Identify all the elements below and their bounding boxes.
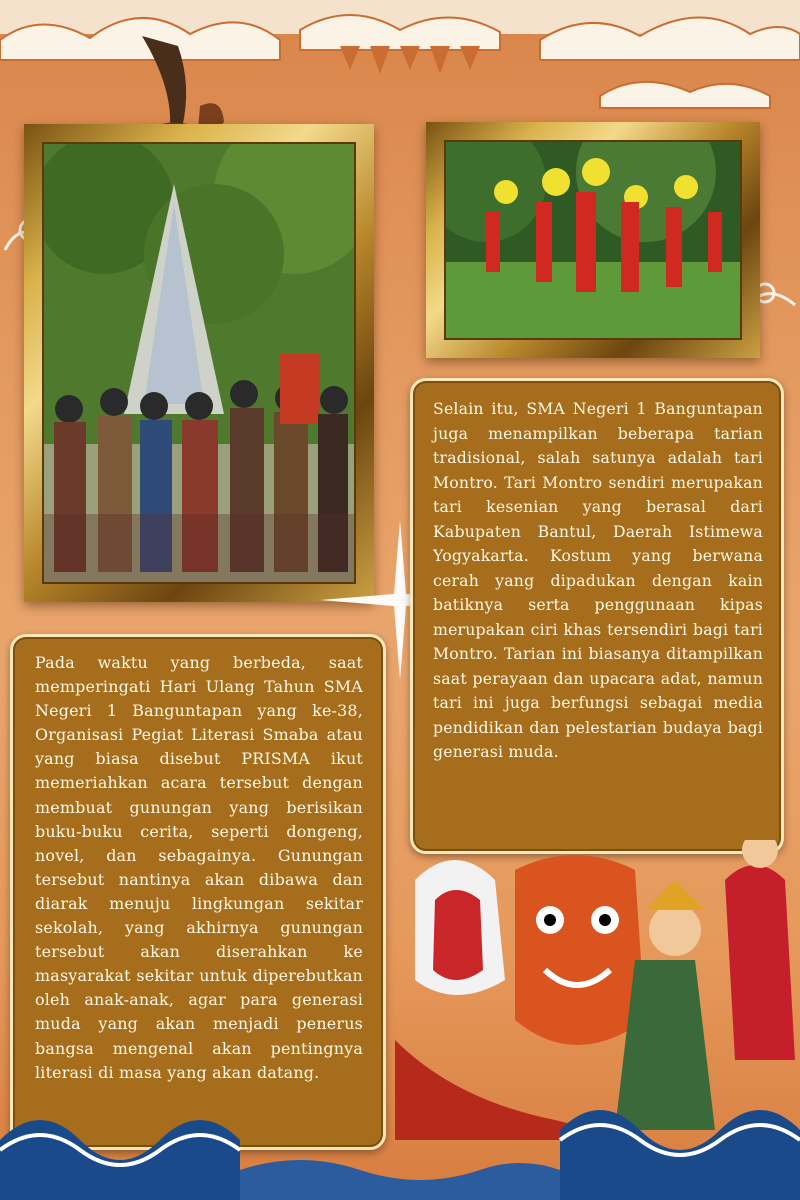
prisma-text-panel (10, 634, 386, 1150)
montro-paragraph: Selain itu, SMA Negeri 1 Banguntapan juga menampilkan beberapa tarian tradisional, salah satunya adalah tari Montro. Tari Montro sendiri merupakan tari kesenian yang berasal dari Kabupaten Bantul, Daerah Istimewa Yogyakarta. Kostum yang berwana cerah yang dipadukan dengan kain batiknya serta penggunaan kipas merupakan ciri khas tersendiri bagi tari Montro. Tarian ini biasanya ditampilkan saat perayaan dan upacara adat, namun tari ini juga berfungsi sebagai media pendidikan dan pelestarian budaya bagi generasi muda. (433, 399, 763, 761)
sea-wave-ornament (0, 1080, 800, 1200)
gunungan-photo (42, 142, 356, 584)
montro-text-panel (410, 378, 784, 854)
montro-dance-photo (444, 140, 742, 340)
photo-frame-montro (426, 122, 760, 358)
prisma-paragraph: Pada waktu yang berbeda, saat memperingati Hari Ulang Tahun SMA Negeri 1 Banguntapan yang ke-38, Organisasi Pegiat Literasi Smaba atau yang biasa disebut PRISMA ikut memeriahkan acara tersebut dengan membuat gunungan yang berisikan buku-buku cerita, seperti dongeng, novel, dan sebagainya. Gunungan tersebut nantinya akan dibawa dan diarak menuju lingkungan sekitar sekolah, yang akhirnya gunungan tersebut akan diserahkan ke masyarakat sekitar untuk diperebutkan oleh anak-anak, agar para generasi muda yang akan menjadi penerus bangsa mengenal akan pentingnya literasi di masa yang akan datang. (35, 653, 363, 1082)
